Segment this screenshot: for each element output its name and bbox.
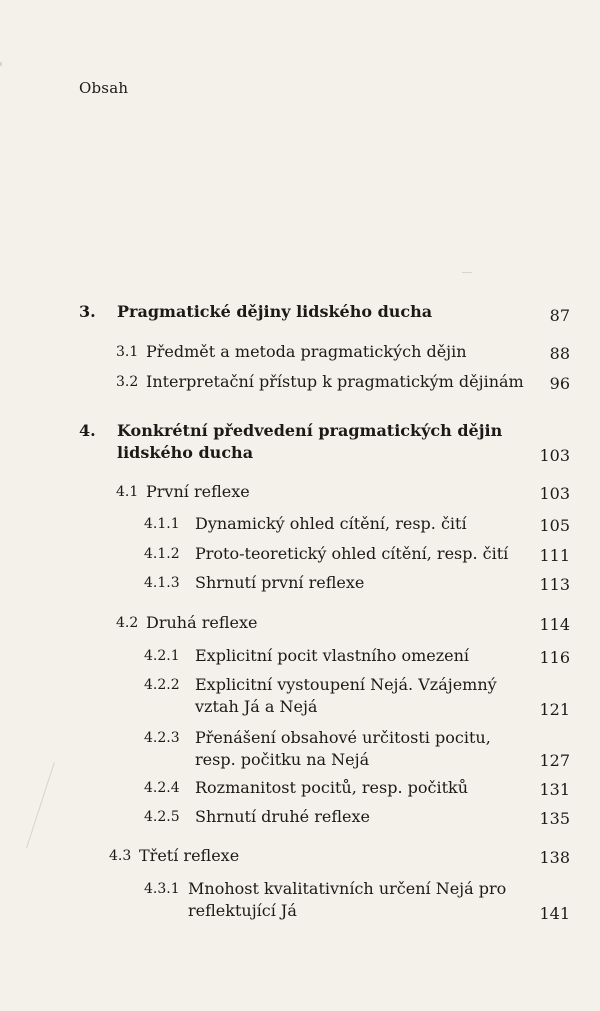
toc-number: 4.1.3 xyxy=(144,575,180,591)
toc-page: 103 xyxy=(539,446,570,465)
scan-mark xyxy=(462,272,472,273)
toc-entry[interactable] xyxy=(0,674,600,722)
toc-number: 3.2 xyxy=(116,374,139,390)
toc-number: 4.3.1 xyxy=(144,881,180,897)
toc-number: 4.2.3 xyxy=(144,730,180,746)
toc-number: 4.1 xyxy=(116,484,139,500)
toc-number: 3. xyxy=(79,302,96,321)
toc-title: Pragmatické dějiny lidského ducha xyxy=(117,302,433,321)
toc-page: 103 xyxy=(539,484,570,503)
toc-title-line-1: Přenášení obsahové určitosti pocitu, xyxy=(195,728,491,747)
toc-title-line-1: Konkrétní předvedení pragmatických dějin xyxy=(117,421,503,440)
toc-page: 138 xyxy=(539,848,570,867)
toc-page: 116 xyxy=(539,648,570,667)
toc-number: 4.2.2 xyxy=(144,677,180,693)
toc-title: Explicitní pocit vlastního omezení xyxy=(195,646,470,665)
toc-number: 4.2.4 xyxy=(144,780,180,796)
toc-number: 4.3 xyxy=(109,848,132,864)
toc-page: 131 xyxy=(539,780,570,799)
toc-page: 113 xyxy=(539,575,570,594)
toc-number: 3.1 xyxy=(116,344,139,360)
toc-page: 111 xyxy=(539,546,570,565)
toc-title-line-2: lidského ducha xyxy=(117,443,254,462)
toc-page: 88 xyxy=(549,344,570,363)
toc-page: 141 xyxy=(539,904,570,923)
toc-title-line-2: reflektující Já xyxy=(188,901,297,920)
toc-title: Rozmanitost pocitů, resp. počitků xyxy=(195,778,469,797)
toc-title-line-2: resp. počitku na Nejá xyxy=(195,750,370,769)
scan-mark xyxy=(0,62,2,66)
toc-number: 4.1.1 xyxy=(144,516,180,532)
toc-number: 4.2.1 xyxy=(144,648,180,664)
toc-title: Interpretační přístup k pragmatickým dějinám xyxy=(146,372,524,391)
toc-title-line-1: Explicitní vystoupení Nejá. Vzájemný xyxy=(195,675,497,694)
toc-number: 4. xyxy=(79,421,96,440)
toc-number: 4.2 xyxy=(116,615,139,631)
toc-title: Proto-teoretický ohled cítění, resp. čití xyxy=(195,544,509,563)
toc-title-line-2: vztah Já a Nejá xyxy=(195,697,318,716)
toc-title: První reflexe xyxy=(146,482,250,501)
toc-page: 121 xyxy=(539,700,570,719)
toc-page: 105 xyxy=(539,516,570,535)
toc-entry[interactable] xyxy=(0,727,600,775)
toc-entry[interactable] xyxy=(0,420,600,468)
toc-title: Předmět a metoda pragmatických dějin xyxy=(146,342,467,361)
toc-page: 87 xyxy=(549,306,570,325)
toc-entry[interactable] xyxy=(0,878,600,926)
toc-page: 127 xyxy=(539,751,570,770)
toc-number: 4.1.2 xyxy=(144,546,180,562)
toc-title: Shrnutí první reflexe xyxy=(195,573,365,592)
toc-title: Druhá reflexe xyxy=(146,613,258,632)
toc-page: 135 xyxy=(539,809,570,828)
toc-page: 114 xyxy=(539,615,570,634)
toc-title: Dynamický ohled cítění, resp. čití xyxy=(195,514,467,533)
toc-number: 4.2.5 xyxy=(144,809,180,825)
running-header: Obsah xyxy=(79,79,129,97)
toc-title: Třetí reflexe xyxy=(139,846,240,865)
toc-title: Shrnutí druhé reflexe xyxy=(195,807,370,826)
toc-page: 96 xyxy=(549,374,570,393)
toc-title-line-1: Mnohost kvalitativních určení Nejá pro xyxy=(188,879,507,898)
